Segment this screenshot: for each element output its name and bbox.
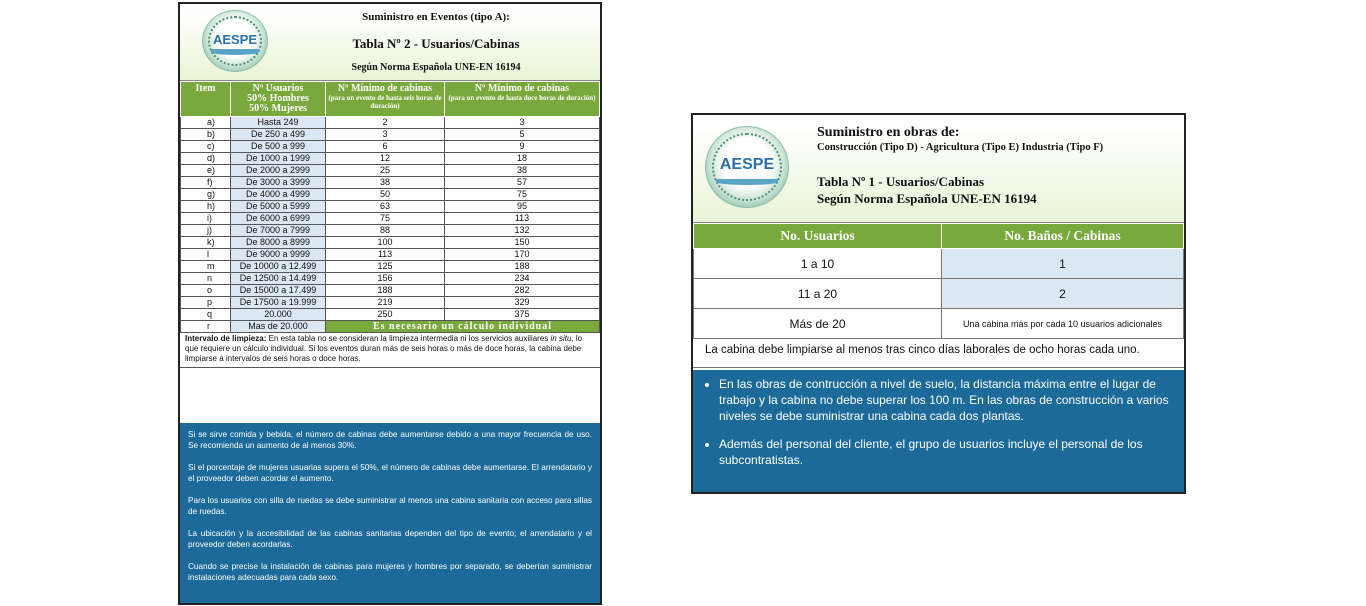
row-users: De 15000 a 17.499	[231, 285, 326, 297]
table-row	[181, 273, 600, 285]
table-title: Tabla Nº 1 - Usuarios/Cabinas	[817, 174, 985, 189]
row-item: n	[181, 273, 231, 285]
aespe-logo	[202, 10, 268, 72]
row-users: De 1000 a 1999	[231, 153, 326, 165]
header-twelve-hours: Nº Mínimo de cabinas (para un evento de hasta doce horas de duración)	[445, 82, 600, 117]
notes-list	[703, 376, 1174, 468]
table-row	[181, 249, 600, 261]
row-six: 25	[326, 165, 445, 177]
row-six: 100	[326, 237, 445, 249]
row-six: 38	[326, 177, 445, 189]
row-twelve: 234	[445, 273, 600, 285]
row-users: De 500 a 999	[231, 141, 326, 153]
note-paragraph: Cuando se precise la instalación de cabinas para mujeres y hombres por separado, se deberían suministrar instalaciones adecuadas para cada sexo.	[188, 562, 592, 582]
row-twelve: 170	[445, 249, 600, 261]
table-row	[181, 189, 600, 201]
row-six: 63	[326, 201, 445, 213]
row-item: a)	[181, 117, 231, 129]
row-six: 12	[326, 153, 445, 165]
table-row	[181, 285, 600, 297]
list-item: • Además del personal del cliente, el grupo de usuarios incluye el personal de los subcontratistas.	[719, 436, 1174, 468]
table-row	[181, 237, 600, 249]
row-item: c)	[181, 141, 231, 153]
row-six: 188	[326, 285, 445, 297]
row-twelve: 150	[445, 237, 600, 249]
row-six: 156	[326, 273, 445, 285]
row-six: 75	[326, 213, 445, 225]
row-users: De 10000 a 12.499	[231, 261, 326, 273]
row-twelve: 75	[445, 189, 600, 201]
header-users: Nº Usuarios 50% Hombres 50% Mujeres	[231, 82, 326, 117]
table-row	[181, 141, 600, 153]
interval-text-2: , lo que requiere un cálculo individual. Si los eventos duran más de seis horas o más de doce horas, la cabina debe limpiarse a intervalos de seis horas o doce horas.	[185, 334, 583, 363]
row-twelve: 375	[445, 309, 600, 321]
interval-text: En esta tabla no se consideran la limpieza intermedia ni los servicios auxiliares	[266, 334, 551, 343]
logo-wave	[211, 49, 260, 55]
row-item: o	[181, 285, 231, 297]
row-item: q	[181, 309, 231, 321]
row-twelve: 95	[445, 201, 600, 213]
table-row	[694, 249, 1184, 279]
aespe-logo	[705, 126, 789, 208]
row-twelve: 3	[445, 117, 600, 129]
row-item: b)	[181, 129, 231, 141]
notes-panel	[180, 423, 600, 603]
row-item: h)	[181, 201, 231, 213]
row-six: 6	[326, 141, 445, 153]
table-title: Tabla Nº 2 - Usuarios/Cabinas	[352, 36, 520, 51]
row-item: l	[181, 249, 231, 261]
row-twelve: 113	[445, 213, 600, 225]
row-cabins: Una cabina más por cada 10 usuarios adicionales	[942, 309, 1184, 339]
header-cabins: No. Baños / Cabinas	[942, 224, 1184, 249]
row-users: De 5000 a 5999	[231, 201, 326, 213]
table-row	[181, 213, 600, 225]
row-item: r	[181, 321, 231, 333]
row-twelve: 57	[445, 177, 600, 189]
row-users: De 4000 a 4999	[231, 189, 326, 201]
table-row	[181, 309, 600, 321]
card-header	[693, 115, 1184, 223]
note-paragraph: Si se sirve comida y bebida, el número de cabinas debe aumentarse debido a una mayor frecuencia de uso. Se recomienda un aumento de al menos 30%.	[188, 430, 592, 450]
row-users: 11 a 20	[694, 279, 942, 309]
list-item: • En las obras de contrucción a nivel de suelo, la distancia máxima entre el lugar de trabajo y la cabina no debe superar los 100 m. En las obras de construcción a varios niveles se debe suministrar una cabina cada dos plantas.	[719, 376, 1174, 424]
works-table-card	[691, 113, 1186, 494]
header-users: No. Usuarios	[694, 224, 942, 249]
row-item: i)	[181, 213, 231, 225]
table-row	[181, 177, 600, 189]
row-cabins: 2	[942, 279, 1184, 309]
table-row	[181, 297, 600, 309]
row-users: 20.000	[231, 309, 326, 321]
row-item: f)	[181, 177, 231, 189]
table-row	[181, 225, 600, 237]
row-users: De 12500 a 14.499	[231, 273, 326, 285]
row-six: 88	[326, 225, 445, 237]
row-twelve: 5	[445, 129, 600, 141]
row-twelve: 329	[445, 297, 600, 309]
row-six: 219	[326, 297, 445, 309]
row-users: Hasta 249	[231, 117, 326, 129]
table-row	[181, 261, 600, 273]
card-subtitle: Construcción (Tipo D) - Agricultura (Tipo E) Industria (Tipo F)	[817, 142, 1104, 153]
note-paragraph: Si el porcentaje de mujeres usuarias supera el 50%, el número de cabinas debe aumentarse. El arrendatario y el proveedor deben acordar el aumento.	[188, 463, 592, 483]
row-users: Más de 20	[694, 309, 942, 339]
row-users: De 3000 a 3999	[231, 177, 326, 189]
logo-text: AESPE	[212, 32, 258, 47]
note-paragraph: La ubicación y la accesibilidad de las cabinas sanitarias dependen del tipo de evento; el arrendatario y el proveedor deben acordarlas.	[188, 529, 592, 549]
row-item: e)	[181, 165, 231, 177]
table-row	[181, 321, 600, 333]
logo-text: AESPE	[719, 156, 775, 173]
row-item: p	[181, 297, 231, 309]
row-item: m	[181, 261, 231, 273]
table-row	[181, 165, 600, 177]
row-twelve: 188	[445, 261, 600, 273]
norm-subtitle: Según Norma Española UNE-EN 16194	[817, 191, 1037, 206]
row-item: j)	[181, 225, 231, 237]
notes-panel	[693, 370, 1184, 492]
row-cabins: 1	[942, 249, 1184, 279]
row-users: 1 a 10	[694, 249, 942, 279]
row-users: De 17500 a 19.999	[231, 297, 326, 309]
row-users: De 9000 a 9999	[231, 249, 326, 261]
row-users: De 250 a 499	[231, 129, 326, 141]
row-users: De 7000 a 7999	[231, 225, 326, 237]
row-item: d)	[181, 153, 231, 165]
row-six: 125	[326, 261, 445, 273]
table-row	[694, 279, 1184, 309]
row-twelve: 132	[445, 225, 600, 237]
header-six-hours: Nº Mínimo de cabinas (para un evento de hasta seis horas de duración)	[326, 82, 445, 117]
row-item: g)	[181, 189, 231, 201]
row-item: k)	[181, 237, 231, 249]
events-table-card	[178, 2, 602, 605]
table-row	[181, 129, 600, 141]
table-row	[181, 201, 600, 213]
norm-subtitle: Según Norma Española UNE-EN 16194	[351, 62, 521, 73]
table-row	[181, 117, 600, 129]
card-title: Suministro en Eventos (tipo A):	[362, 11, 510, 23]
card-header	[180, 4, 600, 81]
works-cabins-table	[693, 223, 1184, 339]
note-paragraph: Para los usuarios con silla de ruedas se debe suministrar al menos una cabina sanitaria con acceso para sillas de ruedas.	[188, 496, 592, 516]
row-users: De 8000 a 8999	[231, 237, 326, 249]
interval-label: Intervalo de limpieza:	[185, 334, 267, 343]
row-twelve: 9	[445, 141, 600, 153]
row-note: Es necesario un cálculo individual	[326, 321, 600, 333]
row-six: 2	[326, 117, 445, 129]
table-header-row	[181, 82, 600, 117]
row-users: De 2000 a 2999	[231, 165, 326, 177]
cleaning-interval-note	[180, 333, 600, 368]
row-six: 250	[326, 309, 445, 321]
interval-italic: in situ	[550, 334, 572, 343]
row-twelve: 18	[445, 153, 600, 165]
logo-wave	[716, 179, 778, 185]
row-six: 3	[326, 129, 445, 141]
table-body	[181, 117, 600, 321]
header-item: Item	[181, 82, 231, 117]
table-row	[694, 309, 1184, 339]
table-header-row	[694, 224, 1184, 249]
row-six: 50	[326, 189, 445, 201]
cleaning-note: La cabina debe limpiarse al menos tras cinco días laborales de ocho horas cada uno.	[693, 339, 1184, 368]
row-twelve: 282	[445, 285, 600, 297]
card-title: Suministro en obras de:	[817, 125, 960, 140]
row-six: 113	[326, 249, 445, 261]
row-users: Mas de 20.000	[231, 321, 326, 333]
events-cabins-table	[180, 81, 600, 333]
table-row	[181, 153, 600, 165]
row-users: De 6000 a 6999	[231, 213, 326, 225]
row-twelve: 38	[445, 165, 600, 177]
